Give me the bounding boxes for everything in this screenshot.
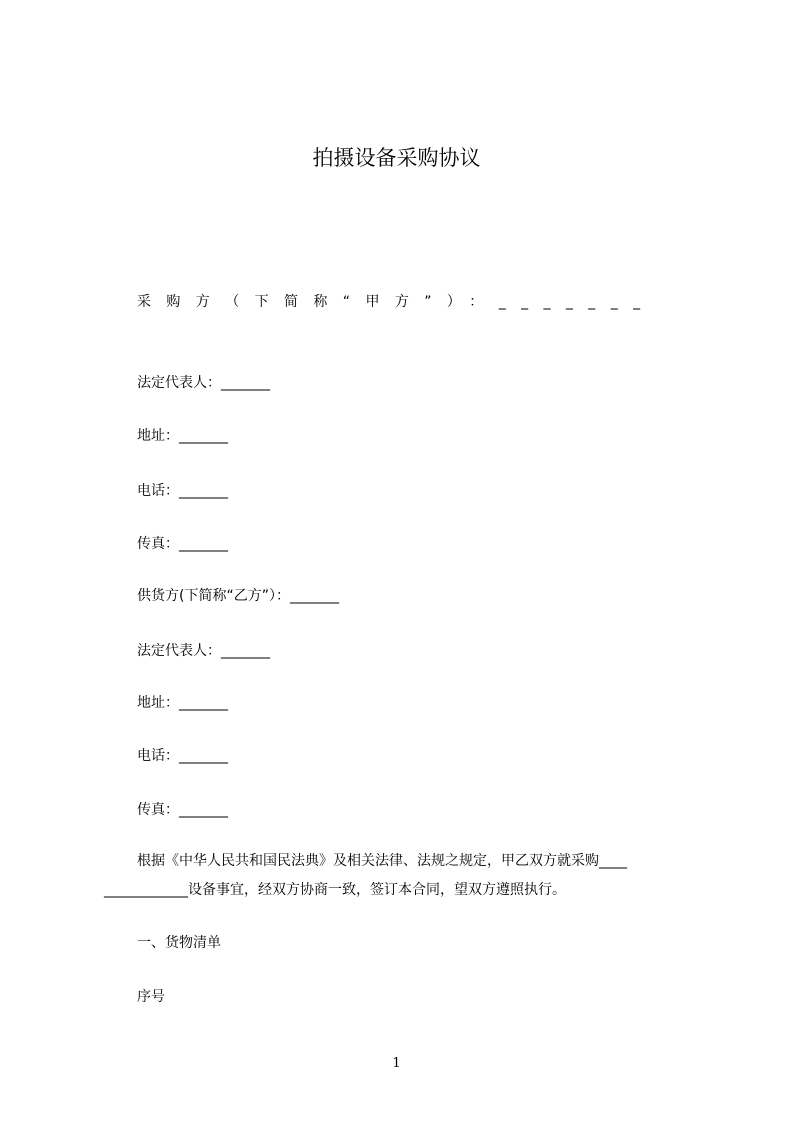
section-heading-goods-list: 一、货物清单 — [137, 935, 221, 951]
party-a-legal-rep: 法定代表人：_______ — [137, 375, 270, 391]
party-b-legal-rep: 法定代表人：_______ — [137, 643, 270, 659]
party-a-fax: 传真：_______ — [137, 536, 228, 552]
party-a-phone: 电话：_______ — [137, 483, 228, 499]
document-title: 拍摄设备采购协议 — [312, 146, 481, 170]
party-a-address: 地址：_______ — [137, 428, 228, 444]
party-b-address: 地址：_______ — [137, 695, 228, 711]
table-header-sequence: 序号 — [137, 989, 165, 1005]
party-b-line: 供货方(下简称“乙方”）：_______ — [137, 588, 339, 604]
page-number: 1 — [392, 1056, 401, 1071]
party-b-phone: 电话：_______ — [137, 748, 228, 764]
party-a-line: 采购方（下简称“甲方”）：_______ — [137, 294, 656, 310]
intro-paragraph-line1: 根据《中华人民共和国民法典》及相关法律、法规之规定，甲乙双方就采购____ — [137, 853, 627, 869]
party-b-fax: 传真：_______ — [137, 802, 228, 818]
intro-paragraph-line2: ____________设备事宜，经双方协商一致，签订本合同，望双方遵照执行。 — [104, 882, 566, 898]
